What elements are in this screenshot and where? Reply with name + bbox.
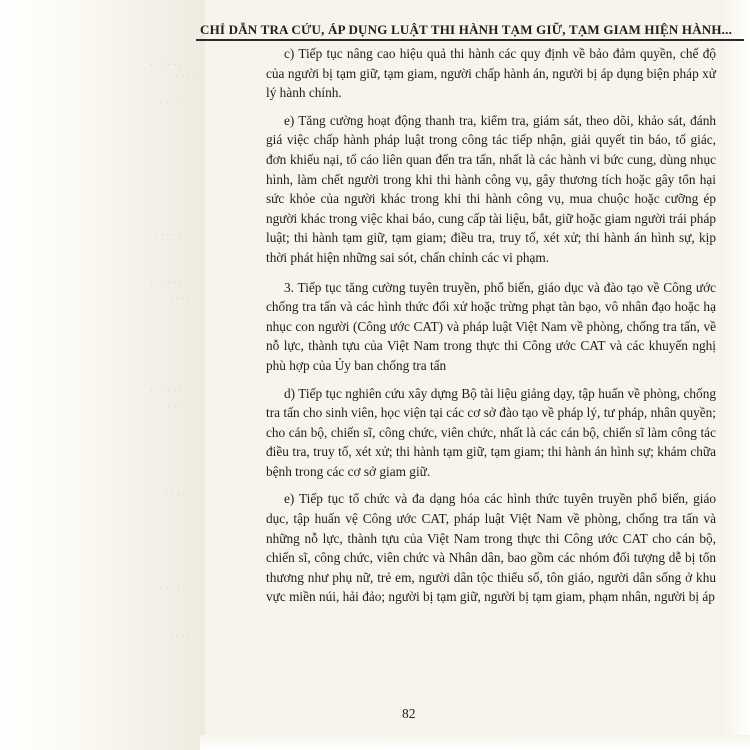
page-bottom-edge [200,735,750,750]
paragraph-c: c) Tiếp tục nâng cao hiệu quả thi hành các quy định về bảo đảm quyền, chế độ của người bị tạm giữ, tạm giam, người chấp hành án, người bị áp dụng biện pháp xử lý hành chính. [266,46,716,101]
page-body [266,44,716,615]
facing-page-gutter: . . . . . . . . . . . . . . . . . . . . . . . . . . . . . . . . . . . . . . . . . . . . . . . . . . . . . [0,0,205,750]
running-header: CHỈ DẪN TRA CỨU, ÁP DỤNG LUẬT THI HÀNH TẠM GIỮ, TẠM GIAM HIỆN HÀNH... [200,22,733,37]
page-number: 82 [402,706,416,721]
paragraph-3-propaganda: 3. Tiếp tục tăng cường tuyên truyền, phổ biến, giáo dục và đào tạo về Công ước chống tra tấn và các hình thức đối xử hoặc trừng phạt tàn bạo, vô nhân đạo hoặc hạ nhục con người (Công ước CAT) và pháp luật Việt Nam về phòng, chống tra tấn, về nỗ lực, thành tựu của Việt Nam trong thực thi Công ước CAT và các khuyến nghị phù hợp của Ủy ban chống tra tấn [266,279,716,373]
header-divider [196,39,744,41]
paragraph-d-training: d) Tiếp tục nghiên cứu xây dựng Bộ tài liệu giảng dạy, tập huấn về phòng, chống tra tấn cho sinh viên, học viện tại các cơ sở đào tạo về pháp lý, tư pháp, nhân quyền; cho cán bộ, chiến sĩ, công chức, viên chức, nhất là các cán bộ, chiến sĩ làm công tác điều tra, truy tố, xét xử; thi hành tạm giữ, tạm giam; thi hành án hình sự; khám chữa bệnh trong các cơ sở giam giữ. [266,385,716,479]
paragraph-e-dissemination: e) Tiếp tục tổ chức và đa dạng hóa các hình thức tuyên truyền phổ biến, giáo dục, tập huấn vệ Công ước CAT, pháp luật Việt Nam về phòng, chống tra tấn và những nỗ lực, thành tựu của Việt Nam trong thực thi Công ước CAT cho cán bộ, chiến sĩ, công chức, viên chức và Nhân dân, bao gồm các nhóm đối tượng dễ bị tổn thương như phụ nữ, trẻ em, người dân tộc thiểu số, tôn giáo, người dân sống ở khu vực miền núi, hải đảo; người bị tạm giữ, người bị tạm giam, phạm nhân, người bị áp [266,491,716,605]
paragraph-e-inspection: e) Tăng cường hoạt động thanh tra, kiểm tra, giám sát, theo dõi, khảo sát, đánh giá việc chấp hành pháp luật trong công tác tiếp nhận, giải quyết tin báo, tố giác, đơn khiếu nại, tố cáo liên quan đến tra tấn, nhất là các hành vi bức cung, dùng nhục hình, làm chết người trong khi thi hành công vụ, gây thương tích hoặc gây tổn hại sức khỏe của người khác trong khi thi hành công vụ, mua chuộc hoặc cưỡng ép người khác trong việc khai báo, cung cấp tài liệu, bắt, giữ hoặc giam người trái pháp luật; thi hành tạm giữ, tạm giam; điều tra, truy tố, xét xử; thi hành án hình sự, kịp thời phát hiện những sai sót, chấn chỉnh các vi phạm. [266,112,716,265]
page-edge [720,0,750,750]
